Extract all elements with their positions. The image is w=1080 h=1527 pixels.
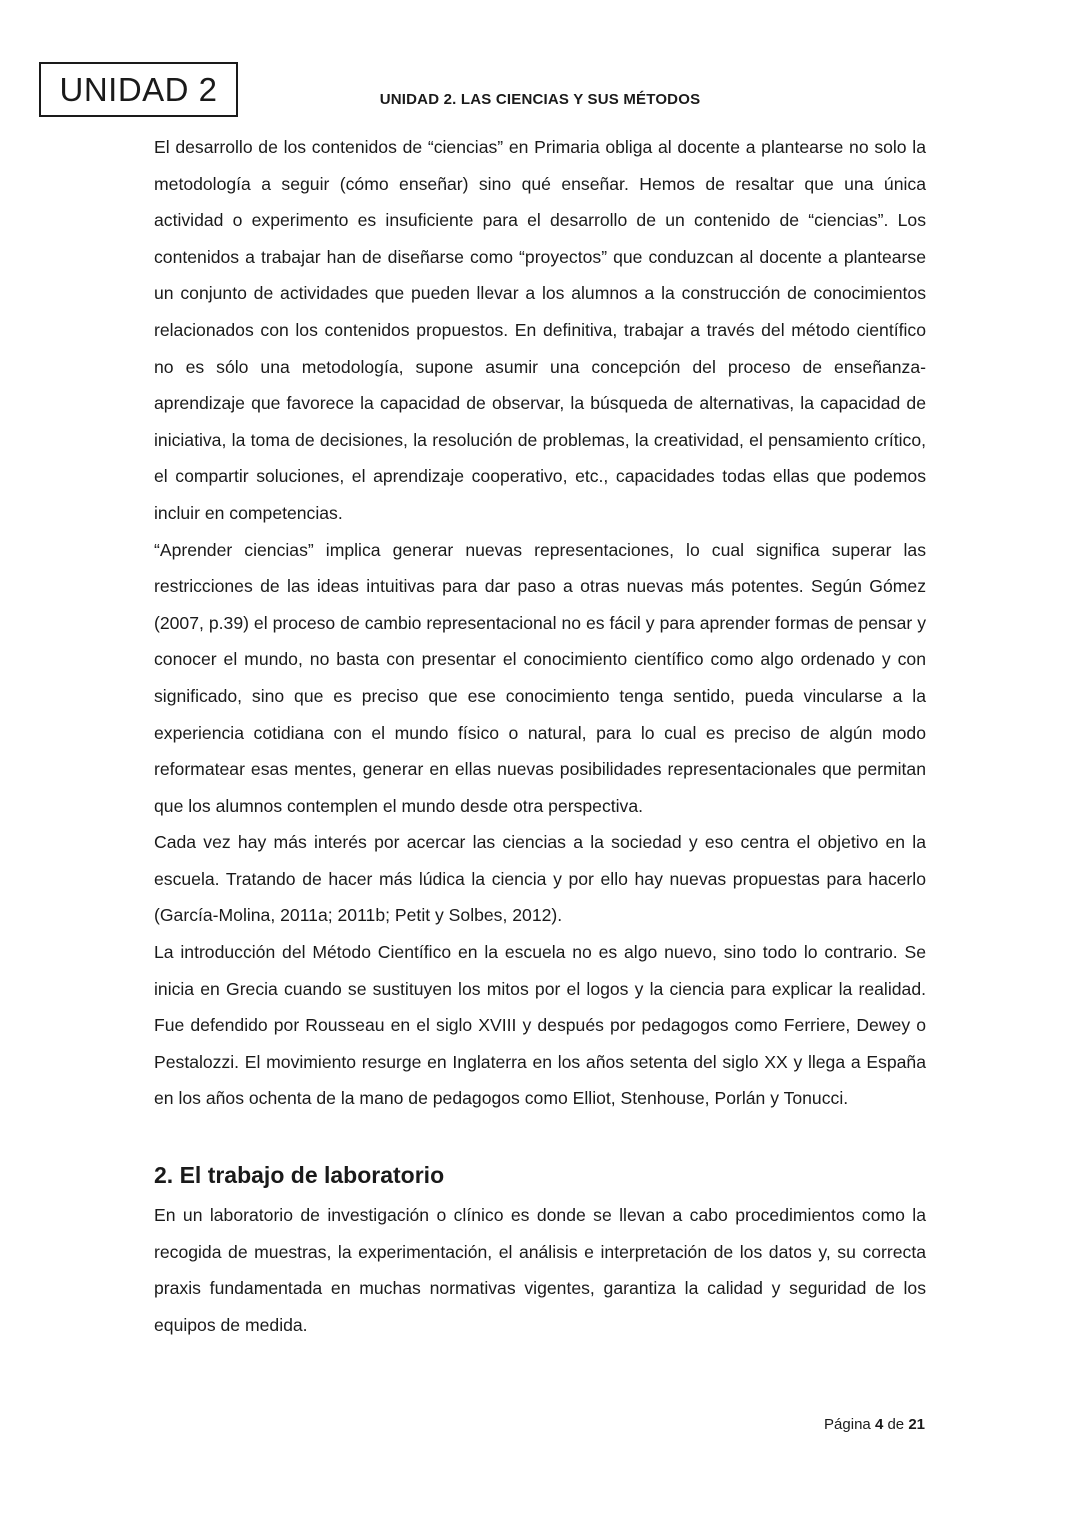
total-pages: 21	[908, 1416, 925, 1433]
page-label: Página	[824, 1416, 871, 1433]
page-body	[154, 129, 926, 1343]
unit-label-box	[39, 62, 238, 117]
body-paragraph-3: Cada vez hay más interés por acercar las ciencias a la sociedad y eso centra el objetivo en la escuela. Tratando de hacer más lúdica la ciencia y por ello hay nuevas propuestas para hacerlo (García-Molina, 2011a; 2011b; Petit y Solbes, 2012).	[154, 832, 926, 926]
unit-label: UNIDAD 2	[59, 70, 218, 108]
page-footer	[824, 1416, 925, 1433]
body-paragraph-1: El desarrollo de los contenidos de “ciencias” en Primaria obliga al docente a plantearse no solo la metodología a seguir (cómo enseñar) sino qué enseñar. Hemos de resaltar que una única actividad o experimento es insuficiente para el desarrollo de un contenido de “ciencias”. Los contenidos a trabajar han de diseñarse como “proyectos” que conduzcan al docente a plantearse un conjunto de actividades que pueden llevar a los alumnos a la construcción de conocimientos relacionados con los contenidos propuestos. En definitiva, trabajar a través del método científico no es sólo una metodología, supone asumir una concepción del proceso de enseñanza-aprendizaje que favorece la capacidad de observar, la búsqueda de alternativas, la capacidad de iniciativa, la toma de decisiones, la resolución de problemas, la creatividad, el pensamiento crítico, el compartir soluciones, el aprendizaje cooperativo, etc., capacidades todas ellas que podemos incluir en competencias.	[154, 137, 926, 523]
body-paragraph-2: “Aprender ciencias” implica generar nuevas representaciones, lo cual significa superar las restricciones de las ideas intuitivas para dar paso a otras nuevas más potentes. Según Gómez (2007, p.39) el proceso de cambio representacional no es fácil y para aprender formas de pensar y conocer el mundo, no basta con presentar el conocimiento científico como algo ordenado y con significado, sino que es preciso que ese conocimiento tenga sentido, pueda vincularse a la experiencia cotidiana con el mundo físico o natural, para lo cual es preciso de algún modo reformatear esas mentes, generar en ellas nuevas posibilidades representacionales que permitan que los alumnos contemplen el mundo desde otra perspectiva.	[154, 539, 926, 816]
section-paragraph: En un laboratorio de investigación o clínico es donde se llevan a cabo procedimientos como la recogida de muestras, la experimentación, el análisis e interpretación de los datos y, su correcta praxis fundamentada en muchas normativas vigentes, garantiza la calidad y seguridad de los equipos de medida.	[154, 1205, 926, 1335]
page-separator: de	[887, 1416, 905, 1433]
running-header: UNIDAD 2. LAS CIENCIAS Y SUS MÉTODOS	[379, 91, 701, 108]
page-number: 4	[874, 1416, 884, 1433]
body-paragraph-4: La introducción del Método Científico en la escuela no es algo nuevo, sino todo lo contrario. Se inicia en Grecia cuando se sustituyen los mitos por el logos y la ciencia para explicar la realidad. Fue defendido por Rousseau en el siglo XVIII y después por pedagogos como Ferriere, Dewey o Pestalozzi. El movimiento resurge en Inglaterra en los años setenta del siglo XX y llega a España en los años ochenta de la mano de pedagogos como Elliot, Stenhouse, Porlán y Tonucci.	[154, 942, 926, 1109]
section-heading: 2. El trabajo de laboratorio	[154, 1162, 445, 1189]
